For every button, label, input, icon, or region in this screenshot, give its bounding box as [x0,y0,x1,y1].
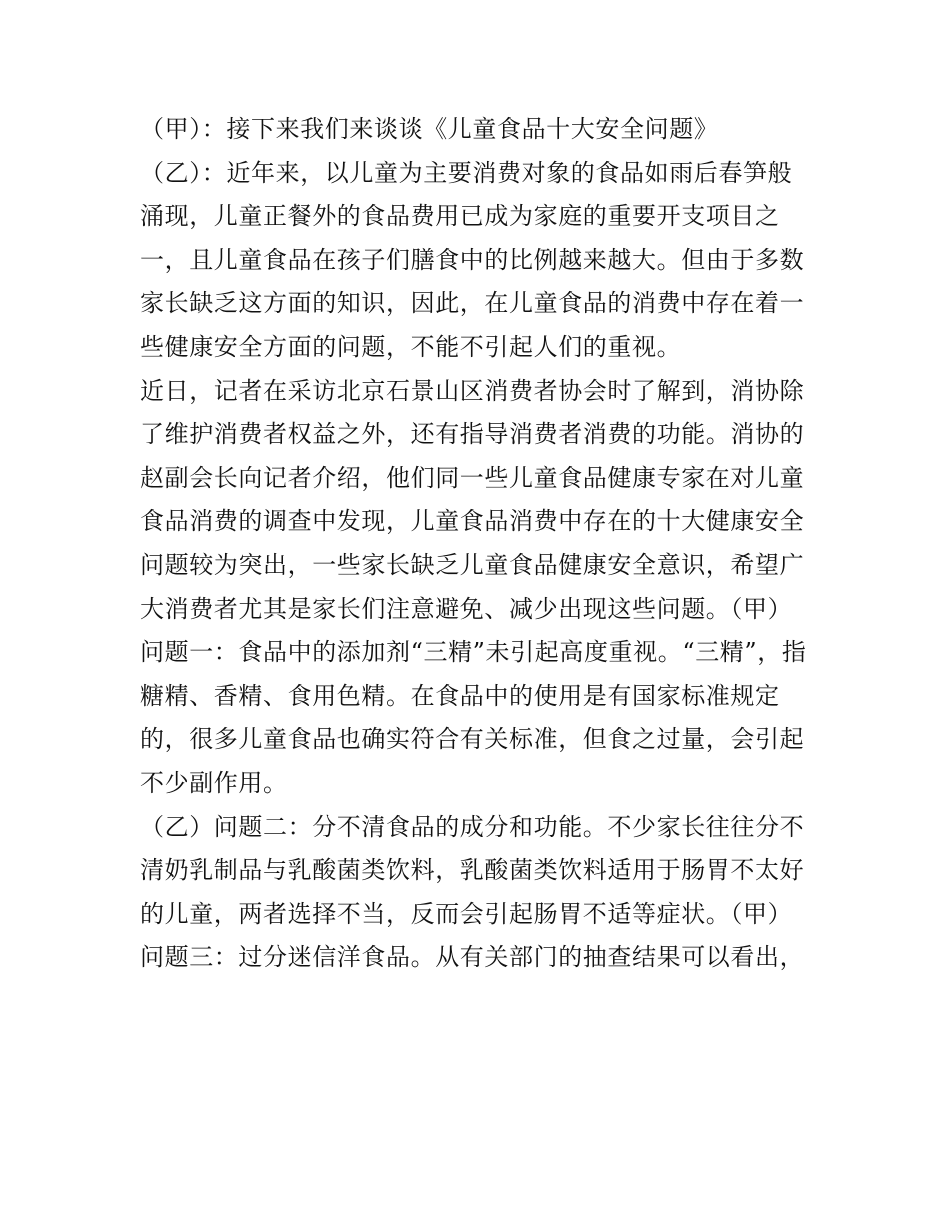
text-line: 些健康安全方面的问题，不能不引起人们的重视。 [140,332,682,361]
text-line: 问题三：过分迷信洋食品。从有关部门的抽查结果可以看出， [140,943,805,972]
text-line: 清奶乳制品与乳酸菌类饮料，乳酸菌类饮料适用于肠胃不太好 [140,856,805,885]
text-line: （甲）：接下来我们来谈谈《儿童食品十大安全问题》 [140,115,719,143]
text-line: 不少副作用。 [140,768,288,797]
text-line: 食品消费的调查中发现，儿童食品消费中存在的十大健康安全 [140,507,805,536]
text-line: 的儿童，两者选择不当，反而会引起肠胃不适等症状。（甲） [140,899,793,928]
text-line: 问题一：食品中的添加剂“三精”未引起高度重视。“三精”，指 [140,638,807,667]
text-line: 家长缺乏这方面的知识，因此，在儿童食品的消费中存在着一 [140,289,805,318]
text-line: 糖精、香精、食用色精。在食品中的使用是有国家标准规定 [140,681,780,710]
text-line: 涌现，儿童正餐外的食品费用已成为家庭的重要开支项目之 [140,202,780,231]
text-line: 了维护消费者权益之外，还有指导消费者消费的功能。消协的 [140,420,805,449]
text-line: 一，且儿童食品在孩子们膳食中的比例越来越大。但由于多数 [140,245,805,274]
text-line: 大消费者尤其是家长们注意避免、减少出现这些问题。（甲） [140,594,793,623]
text-line: 问题较为突出，一些家长缺乏儿童食品健康安全意识，希望广 [140,550,805,579]
text-line: （乙）：近年来，以儿童为主要消费对象的食品如雨后春笋般 [140,158,793,187]
text-line: 近日，记者在采访北京石景山区消费者协会时了解到，消协除 [140,376,805,405]
document-body [140,108,820,980]
text-line: （乙）问题二：分不清食品的成分和功能。不少家长往往分不 [140,812,805,841]
text-line: 赵副会长向记者介绍，他们同一些儿童食品健康专家在对儿童 [140,463,805,492]
text-line: 的，很多儿童食品也确实符合有关标准，但食之过量，会引起 [140,725,805,754]
